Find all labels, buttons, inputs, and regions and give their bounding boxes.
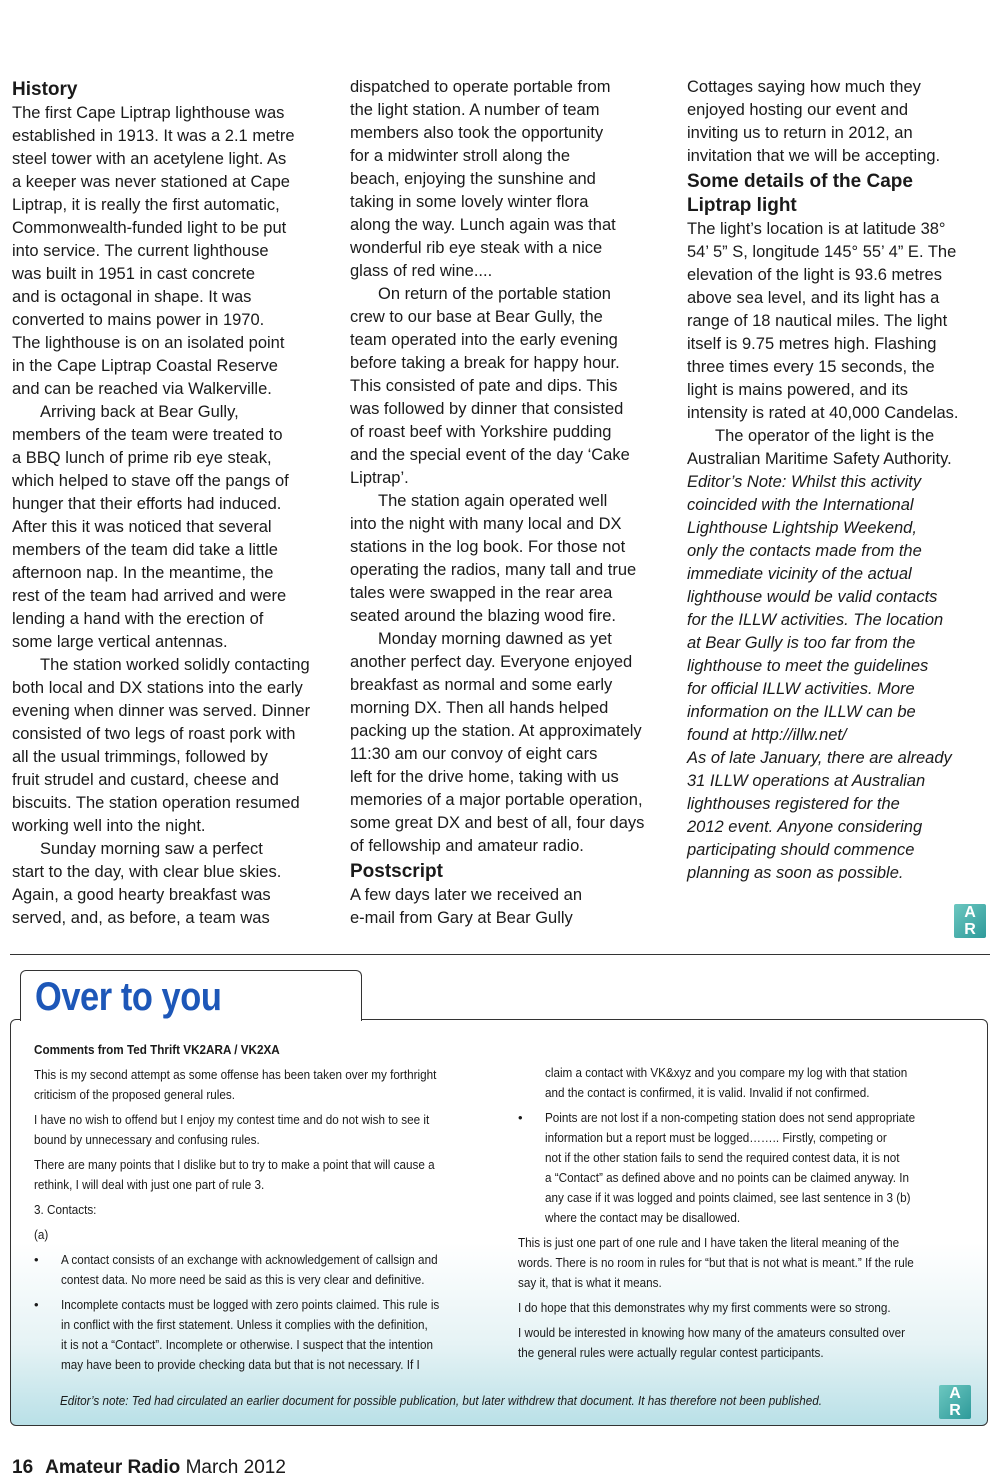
letter-line: Points are not lost if a non-competing station does not send appropriate (545, 1110, 916, 1125)
text-line: The operator of the light is the (715, 427, 935, 445)
letter-line: words. There is no room in rules for “but that is not what is meant.” If the rule (518, 1255, 914, 1270)
letter-left-column (34, 1040, 484, 1380)
text-line: into the night with many local and DX (350, 515, 622, 533)
text-line: This consisted of pate and dips. This (350, 377, 618, 395)
text-line: left for the drive home, taking with us (350, 768, 619, 786)
letter-line: I have no wish to offend but I enjoy my contest time and do not wish to see it (34, 1112, 430, 1127)
letter-line: information but a report must be logged…….. Firstly, competing or (545, 1130, 887, 1145)
text-line: consisted of two legs of roast pork with (12, 725, 296, 743)
letter-line: A contact consists of an exchange with acknowledgement of callsign and (61, 1252, 438, 1267)
text-line: stations in the log book. For those not (350, 538, 626, 556)
text-line: operating the radios, many tall and true (350, 561, 637, 579)
box-editor-note: Editor’s note: Ted had circulated an earlier document for possible publication, but later withdrew that document. It has therefore not been published. (60, 1393, 823, 1408)
text-line: Monday morning dawned as yet (378, 630, 612, 648)
text-line: biscuits. The station operation resumed (12, 794, 300, 812)
text-line: A few days later we received an (350, 886, 583, 904)
text-line: Lighthouse Lightship Weekend, (687, 519, 917, 537)
letter-line: (a) (34, 1227, 49, 1242)
text-line: Liptrap’. (350, 469, 409, 487)
text-line: immediate vicinity of the actual (687, 565, 912, 583)
text-line: all the usual trimmings, followed by (12, 748, 268, 766)
text-line: glass of red wine.... (350, 262, 493, 280)
text-line: members of the team did take a little (12, 541, 278, 559)
text-line: only the contacts made from the (687, 542, 922, 560)
section-heading-history: History (12, 79, 78, 100)
letter-line: This is just one part of one rule and I have taken the literal meaning of the (518, 1235, 900, 1250)
text-line: for the ILLW activities. The location (687, 611, 944, 629)
ar-logo-icon: A R (954, 904, 986, 938)
text-line: The station again operated well (378, 492, 608, 510)
letter-line: say it, that is what it means. (518, 1275, 662, 1290)
text-line: was followed by dinner that consisted (350, 400, 624, 418)
text-line: wonderful rib eye steak with a nice (350, 239, 603, 257)
text-line: fruit strudel and custard, cheese and (12, 771, 279, 789)
text-line: hunger that their efforts had induced. (12, 495, 282, 513)
letter-bullet-item (34, 1250, 484, 1290)
text-line: served, and, as before, a team was (12, 909, 270, 927)
letter-line: any case if it was logged and points claimed, see last sentence in 3 (b) (545, 1190, 911, 1205)
text-line: Again, a good hearty breakfast was (12, 886, 271, 904)
text-line: 11:30 am our convoy of eight cars (350, 745, 598, 763)
text-line: evening when dinner was served. Dinner (12, 702, 311, 720)
text-line: the light station. A number of team (350, 101, 600, 119)
bullet-icon: • (518, 1110, 523, 1125)
text-line: both local and DX stations into the early (12, 679, 303, 697)
text-line: planning as soon as possible. (687, 864, 904, 882)
text-line: lighthouse would be valid contacts (687, 588, 938, 606)
letter-line: I do hope that this demonstrates why my first comments were so strong. (518, 1300, 891, 1315)
text-line: three times every 15 seconds, the (687, 358, 935, 376)
letter-line: claim a contact with VK&xyz and you compare my log with that station (545, 1065, 908, 1080)
ar-logo-icon: A R (939, 1385, 971, 1419)
letter-paragraph (518, 1063, 963, 1103)
text-line: members also took the opportunity (350, 124, 604, 142)
text-line: start to the day, with clear blue skies. (12, 863, 282, 881)
column-1-text (12, 102, 324, 930)
letter-line: criticism of the proposed general rules. (34, 1087, 235, 1102)
letter-paragraph (34, 1110, 484, 1150)
text-line: for a midwinter stroll along the (350, 147, 571, 165)
letter-line: a “Contact” as defined above and no points can be claimed anyway. In (545, 1170, 910, 1185)
text-line: was built in 1951 in cast concrete (12, 265, 256, 283)
text-line: lending a hand with the erection of (12, 610, 264, 628)
letter-paragraph (518, 1323, 963, 1363)
letter-paragraph (34, 1200, 484, 1220)
text-line: of fellowship and amateur radio. (350, 837, 584, 855)
bullet-icon: • (34, 1297, 39, 1312)
letter-line: I would be interested in knowing how many of the amateurs consulted over (518, 1325, 905, 1340)
text-line: converted to mains power in 1970. (12, 311, 265, 329)
column-3-text (687, 76, 992, 168)
text-line: which helped to stave off the pangs of (12, 472, 289, 490)
text-line: After this it was noticed that several (12, 518, 272, 536)
editors-note-text (687, 471, 992, 885)
letter-line: in conflict with the first statement. Unless it complies with the definition, (61, 1317, 428, 1332)
text-line: of roast beef with Yorkshire pudding (350, 423, 612, 441)
text-line: Editor’s Note: Whilst this activity (687, 473, 922, 491)
text-line: Sunday morning saw a perfect (40, 840, 263, 858)
article-column-2 (350, 76, 662, 930)
text-line: light is mains powered, and its (687, 381, 909, 399)
text-line: established in 1913. It was a 2.1 metre (12, 127, 295, 145)
bullet-icon: • (34, 1252, 39, 1267)
text-line: beach, enjoying the sunshine and (350, 170, 596, 188)
letter-line: 3. Contacts: (34, 1202, 97, 1217)
text-line: Liptrap, it is really the first automatic, (12, 196, 280, 214)
text-line: and the special event of the day ‘Cake (350, 446, 630, 464)
section-heading-light-details: Some details of the Cape Liptrap light (687, 171, 913, 216)
issue-date: March 2012 (185, 1457, 286, 1478)
text-line: along the way. Lunch again was that (350, 216, 616, 234)
text-line: coincided with the International (687, 496, 914, 514)
text-line: invitation that we will be accepting. (687, 147, 941, 165)
text-line: The light’s location is at latitude 38° (687, 220, 946, 238)
letter-line: contest data. No more need be said as this is very clear and definitive. (61, 1272, 425, 1287)
text-line: rest of the team had arrived and were (12, 587, 287, 605)
text-line: breakfast as normal and some early (350, 676, 613, 694)
text-line: morning DX. Then all hands helped (350, 699, 609, 717)
text-line: at Bear Gully is too far from the (687, 634, 916, 652)
text-line: tales were swapped in the rear area (350, 584, 613, 602)
text-line: afternoon nap. In the meantime, the (12, 564, 274, 582)
letter-bullet-item (34, 1295, 484, 1375)
text-line: steel tower with an acetylene light. As (12, 150, 287, 168)
postscript-text (350, 884, 662, 930)
over-to-you-title: Over to you (35, 975, 222, 1019)
light-details-text (687, 218, 992, 471)
letter-line: not if the other station fails to send the required contest data, it is not (545, 1150, 900, 1165)
text-line: The first Cape Liptrap lighthouse was (12, 104, 285, 122)
text-line: in the Cape Liptrap Coastal Reserve (12, 357, 278, 375)
text-line: packing up the station. At approximately (350, 722, 642, 740)
text-line: into service. The current lighthouse (12, 242, 269, 260)
magazine-name: Amateur Radio (45, 1457, 181, 1478)
article-column-3 (687, 76, 992, 885)
text-line: inviting us to return in 2012, an (687, 124, 913, 142)
text-line: intensity is rated at 40,000 Candelas. (687, 404, 959, 422)
column-2-text (350, 76, 662, 858)
text-line: a keeper was never stationed at Cape (12, 173, 290, 191)
text-line: Cottages saying how much they (687, 78, 921, 96)
letter-heading: Comments from Ted Thrift VK2ARA / VK2XA (34, 1042, 280, 1057)
text-line: another perfect day. Everyone enjoyed (350, 653, 633, 671)
text-line: Arriving back at Bear Gully, (40, 403, 239, 421)
text-line: and is octagonal in shape. It was (12, 288, 252, 306)
text-line: seated around the blazing wood fire. (350, 607, 617, 625)
text-line: information on the ILLW can be (687, 703, 916, 721)
letter-bullet-item (518, 1108, 963, 1228)
letter-line: There are many points that I dislike but to try to make a point that will cause a (34, 1157, 435, 1172)
letter-line: Incomplete contacts must be logged with zero points claimed. This rule is (61, 1297, 440, 1312)
letter-line: it is not a “Contact”. Incomplete or otherwise. I suspect that the intention (61, 1337, 433, 1352)
text-line: e-mail from Gary at Bear Gully (350, 909, 573, 927)
text-line: before taking a break for happy hour. (350, 354, 620, 372)
text-line: 2012 event. Anyone considering (687, 818, 923, 836)
letter-paragraph (518, 1233, 963, 1293)
text-line: taking in some lovely winter flora (350, 193, 589, 211)
section-divider (10, 954, 990, 955)
text-line: dispatched to operate portable from (350, 78, 611, 96)
page-footer (12, 1456, 286, 1480)
text-line: As of late January, there are already (687, 749, 952, 767)
letter-line: where the contact may be disallowed. (545, 1210, 741, 1225)
text-line: a BBQ lunch of prime rib eye steak, (12, 449, 272, 467)
text-line: above sea level, and its light has a (687, 289, 940, 307)
letter-line: may have been to provide checking data but that is not necessary. If I (61, 1357, 420, 1372)
text-line: 31 ILLW operations at Australian (687, 772, 926, 790)
letter-line: This is my second attempt as some offense has been taken over my forthright (34, 1067, 437, 1082)
text-line: memories of a major portable operation, (350, 791, 643, 809)
text-line: found at http://illw.net/ (687, 726, 847, 744)
text-line: crew to our base at Bear Gully, the (350, 308, 603, 326)
text-line: Commonwealth-funded light to be put (12, 219, 287, 237)
text-line: some great DX and best of all, four days (350, 814, 645, 832)
letter-right-column (518, 1063, 963, 1368)
letter-paragraph (34, 1065, 484, 1105)
text-line: On return of the portable station (378, 285, 611, 303)
text-line: Australian Maritime Safety Authority. (687, 450, 952, 468)
letter-line: bound by unnecessary and confusing rules. (34, 1132, 260, 1147)
letter-paragraph (518, 1298, 963, 1318)
article-column-1 (12, 76, 324, 930)
letter-line: the general rules were actually regular contest participants. (518, 1345, 824, 1360)
page-number: 16 (12, 1457, 34, 1478)
section-heading-postscript: Postscript (350, 861, 443, 882)
text-line: itself is 9.75 metres high. Flashing (687, 335, 937, 353)
text-line: for official ILLW activities. More (687, 680, 915, 698)
text-line: 54’ 5” S, longitude 145° 55’ 4” E. The (687, 243, 957, 261)
letter-paragraph (34, 1225, 484, 1245)
text-line: enjoyed hosting our event and (687, 101, 909, 119)
text-line: range of 18 nautical miles. The light (687, 312, 948, 330)
text-line: lighthouse to meet the guidelines (687, 657, 929, 675)
letter-line: rethink, I will deal with just one part of rule 3. (34, 1177, 265, 1192)
text-line: participating should commence (687, 841, 915, 859)
text-line: The station worked solidly contacting (40, 656, 310, 674)
text-line: working well into the night. (12, 817, 206, 835)
text-line: lighthouses registered for the (687, 795, 900, 813)
letter-line: and the contact is confirmed, it is valid. Invalid if not confirmed. (545, 1085, 870, 1100)
text-line: and can be reached via Walkerville. (12, 380, 272, 398)
letter-paragraph (34, 1155, 484, 1195)
text-line: elevation of the light is 93.6 metres (687, 266, 942, 284)
text-line: The lighthouse is on an isolated point (12, 334, 285, 352)
text-line: some large vertical antennas. (12, 633, 228, 651)
text-line: members of the team were treated to (12, 426, 283, 444)
text-line: team operated into the early evening (350, 331, 618, 349)
